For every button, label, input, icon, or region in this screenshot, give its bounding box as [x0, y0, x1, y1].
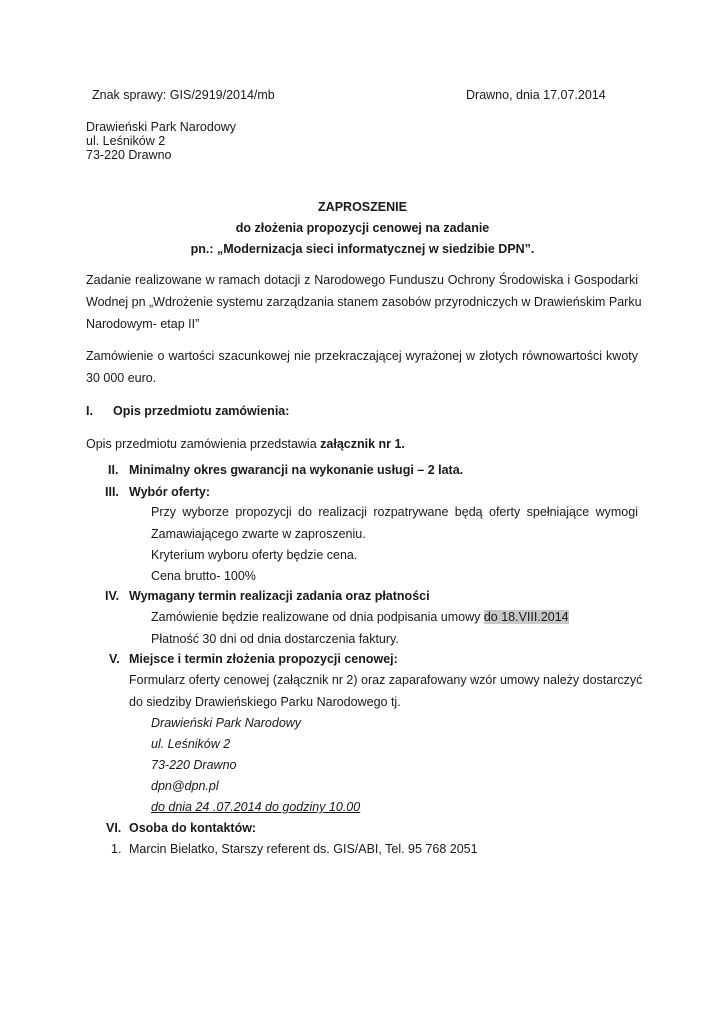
- intro-p1-line-3: Narodowym- etap II”: [86, 317, 200, 331]
- section-1-text: [86, 437, 405, 451]
- title-line-1: ZAPROSZENIE: [318, 200, 407, 214]
- section-1-heading: Opis przedmiotu zamówienia:: [113, 404, 290, 418]
- section-3-line-3: Kryterium wyboru oferty będzie cena.: [151, 548, 358, 562]
- intro-p2-line-2: 30 000 euro.: [86, 371, 157, 385]
- section-5-number: V.: [109, 652, 120, 666]
- section-3-line-1-wrap: [151, 505, 638, 519]
- section-4-deadline-highlight: do 18.VIII.2014: [483, 610, 569, 624]
- intro-p2-line-1: Zamówienie o wartości szacunkowej nie przekraczającej wyrażonej w złotych równowartości kwoty: [86, 349, 638, 363]
- section-3-line-4: Cena brutto- 100%: [151, 569, 256, 583]
- section-2-heading: Minimalny okres gwarancji na wykonanie usługi – 2 lata.: [129, 463, 464, 477]
- section-2-number: II.: [108, 463, 119, 477]
- intro-paragraph-1: [86, 273, 638, 287]
- section-6-heading: Osoba do kontaktów:: [129, 821, 257, 835]
- contact-number: 1.: [111, 842, 122, 856]
- section-4-heading: Wymagany termin realizacji zadania oraz płatności: [129, 589, 430, 603]
- section-5-address-city: 73-220 Drawno: [151, 758, 237, 772]
- intro-p1-line-2-wrap: [86, 295, 642, 309]
- intro-paragraph-2: [86, 349, 638, 363]
- section-1-attachment: załącznik nr 1.: [320, 437, 405, 451]
- sender-street: ul. Leśników 2: [86, 134, 166, 148]
- section-3-number: III.: [105, 485, 119, 499]
- sender-city: 73-220 Drawno: [86, 148, 172, 162]
- section-5-heading: Miejsce i termin złożenia propozycji cenowej:: [129, 652, 398, 666]
- title-line-3: pn.: „Modernizacja sieci informatycznej w siedzibie DPN”.: [190, 242, 535, 256]
- title-line-2: do złożenia propozycji cenowej na zadanie: [235, 221, 490, 235]
- section-5-deadline: do dnia 24 .07.2014 do godziny 10.00: [151, 800, 361, 814]
- section-5-address-street: ul. Leśników 2: [151, 737, 231, 751]
- section-4-line-2: Płatność 30 dni od dnia dostarczenia faktury.: [151, 632, 399, 646]
- section-3-line-1: Przy wyborze propozycji do realizacji rozpatrywane będą oferty spełniające wymogi: [151, 505, 638, 519]
- section-4-line-1-text: Zamówienie będzie realizowane od dnia podpisania umowy: [151, 610, 484, 624]
- place-date: Drawno, dnia 17.07.2014: [466, 88, 606, 102]
- intro-p1-line-2: Wodnej pn „Wdrożenie systemu zarządzania stanem zasobów przyrodniczych w Drawieńskim Parku: [86, 295, 642, 309]
- section-5-email: dpn@dpn.pl: [151, 779, 219, 793]
- section-3-heading: Wybór oferty:: [129, 485, 211, 499]
- contact-person: Marcin Bielatko, Starszy referent ds. GIS/ABI, Tel. 95 768 2051: [129, 842, 478, 856]
- sender-name: Drawieński Park Narodowy: [86, 120, 237, 134]
- section-5-address-name: Drawieński Park Narodowy: [151, 716, 302, 730]
- section-1-text-plain: Opis przedmiotu zamówienia przedstawia: [86, 437, 321, 451]
- section-4-line-1: [151, 610, 569, 624]
- case-number: Znak sprawy: GIS/2919/2014/mb: [92, 88, 275, 102]
- section-5-line-1: Formularz oferty cenowej (załącznik nr 2) oraz zaparafowany wzór umowy należy dostarczyć: [129, 673, 643, 687]
- section-6-number: VI.: [106, 821, 122, 835]
- intro-p1-line-1: Zadanie realizowane w ramach dotacji z Narodowego Funduszu Ochrony Środowiska i Gospodarki: [86, 273, 638, 287]
- section-1-number: I.: [86, 404, 93, 418]
- section-5-line-2: do siedziby Drawieńskiego Parku Narodowego tj.: [129, 695, 401, 709]
- section-3-line-2: Zamawiającego zwarte w zaproszeniu.: [151, 527, 366, 541]
- section-4-number: IV.: [105, 589, 120, 603]
